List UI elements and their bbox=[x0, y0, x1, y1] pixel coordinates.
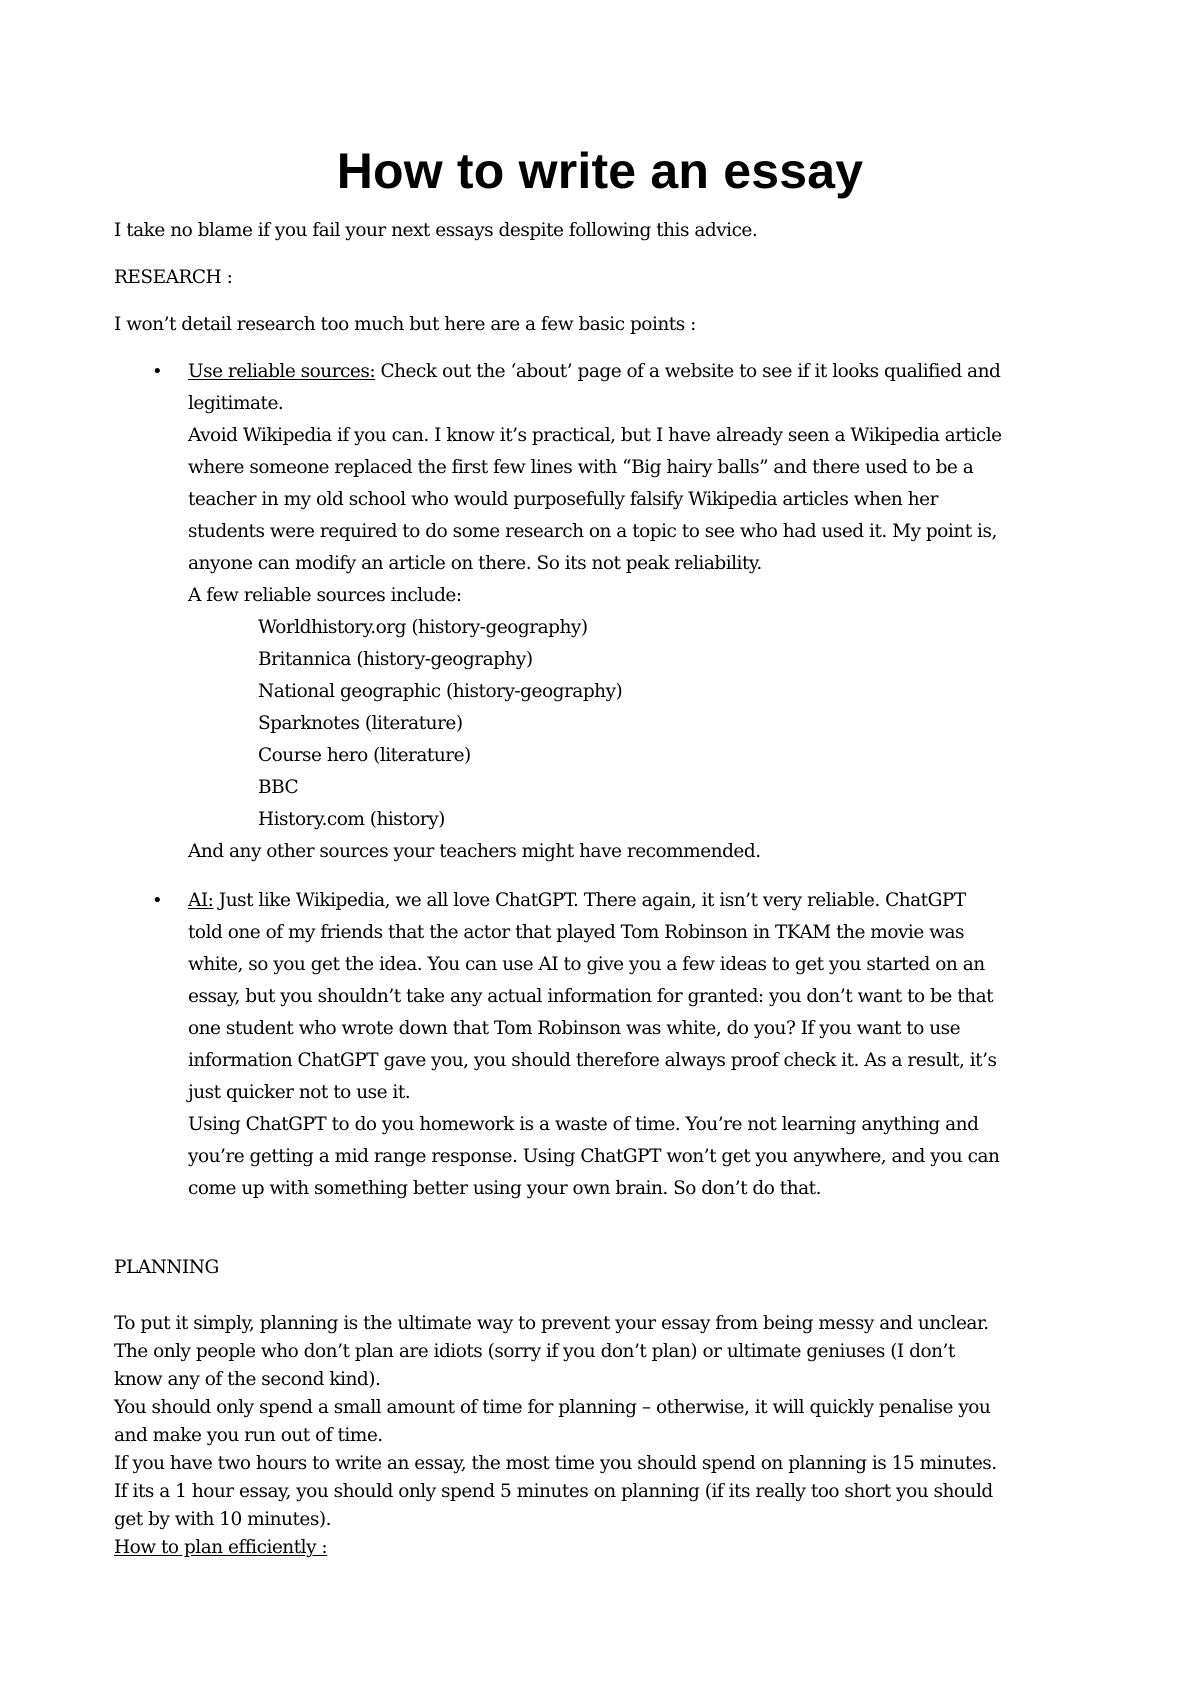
bullet-line-text: essay, but you shouldn’t take any actual information for granted: you don’t want to be that bbox=[188, 986, 994, 1007]
planning-subheading: How to plan efficiently : bbox=[114, 1537, 328, 1558]
bullet-line-text: students were required to do some research on a topic to see who had used it. My point is, bbox=[188, 521, 997, 542]
source-item: Britannica (history-geography) bbox=[258, 649, 533, 670]
research-lead: I won’t detail research too much but here are a few basic points : bbox=[114, 314, 696, 335]
source-item: BBC bbox=[258, 777, 299, 798]
bullet-marker: • bbox=[152, 361, 163, 382]
bullet-line-text: where someone replaced the first few lines with “Big hairy balls” and there used to be a bbox=[188, 457, 974, 478]
research-heading: RESEARCH : bbox=[114, 267, 233, 288]
bullet-line-text: teacher in my old school who would purposefully falsify Wikipedia articles when her bbox=[188, 489, 938, 510]
bullet-reliable-sources-line bbox=[188, 361, 1000, 383]
bullet-line-text: Check out the ‘about’ page of a website to see if it looks qualified and bbox=[375, 361, 1001, 382]
planning-line: You should only spend a small amount of time for planning – otherwise, it will quickly penalise you bbox=[114, 1397, 991, 1418]
bullet-line-text: just quicker not to use it. bbox=[188, 1082, 411, 1103]
bullet-marker: • bbox=[152, 890, 163, 911]
reliable-sources-label: Use reliable sources: bbox=[188, 361, 376, 382]
bullet-line-text: A few reliable sources include: bbox=[188, 585, 462, 606]
bullet-line-text: Using ChatGPT to do you homework is a waste of time. You’re not learning anything and bbox=[188, 1114, 979, 1135]
bullet-line-text: one student who wrote down that Tom Robinson was white, do you? If you want to use bbox=[188, 1018, 961, 1039]
bullet-line-text: information ChatGPT gave you, you should therefore always proof check it. As a result, it’s bbox=[188, 1050, 997, 1071]
planning-line: If its a 1 hour essay, you should only spend 5 minutes on planning (if its really too short you should bbox=[114, 1481, 993, 1502]
planning-line: To put it simply, planning is the ultimate way to prevent your essay from being messy and unclear. bbox=[114, 1313, 989, 1334]
bullet-line-text: legitimate. bbox=[188, 393, 284, 414]
planning-line: If you have two hours to write an essay, the most time you should spend on planning is 15 minutes. bbox=[114, 1453, 997, 1474]
bullet-line-text: And any other sources your teachers might have recommended. bbox=[188, 841, 761, 862]
planning-heading: PLANNING bbox=[114, 1257, 219, 1278]
bullet-line-text: Just like Wikipedia, we all love ChatGPT. There again, it isn’t very reliable. ChatGPT bbox=[213, 890, 966, 911]
bullet-ai-line bbox=[188, 890, 966, 912]
bullet-line-text: come up with something better using your own brain. So don’t do that. bbox=[188, 1178, 821, 1199]
source-item: Sparknotes (literature) bbox=[258, 713, 463, 734]
source-item: National geographic (history-geography) bbox=[258, 681, 623, 702]
planning-line: and make you run out of time. bbox=[114, 1425, 383, 1446]
bullet-line-text: white, so you get the idea. You can use AI to give you a few ideas to get you started on an bbox=[188, 954, 985, 975]
source-item: Course hero (literature) bbox=[258, 745, 471, 766]
ai-label: AI: bbox=[188, 890, 214, 911]
bullet-line-text: anyone can modify an article on there. So its not peak reliability. bbox=[188, 553, 762, 574]
intro-text: I take no blame if you fail your next essays despite following this advice. bbox=[114, 220, 758, 241]
bullet-line-text: you’re getting a mid range response. Using ChatGPT won’t get you anywhere, and you can bbox=[188, 1146, 1000, 1167]
planning-line: The only people who don’t plan are idiots (sorry if you don’t plan) or ultimate geniuses (I don’t bbox=[114, 1341, 955, 1362]
planning-line: get by with 10 minutes). bbox=[114, 1509, 331, 1530]
document-title: How to write an essay bbox=[336, 143, 864, 199]
bullet-line-text: Avoid Wikipedia if you can. I know it’s practical, but I have already seen a Wikipedia article bbox=[188, 425, 1002, 446]
planning-line: know any of the second kind). bbox=[114, 1369, 381, 1390]
bullet-line-text: told one of my friends that the actor that played Tom Robinson in TKAM the movie was bbox=[188, 922, 965, 943]
source-item: Worldhistory.org (history-geography) bbox=[258, 617, 588, 638]
source-item: History.com (history) bbox=[258, 809, 445, 830]
